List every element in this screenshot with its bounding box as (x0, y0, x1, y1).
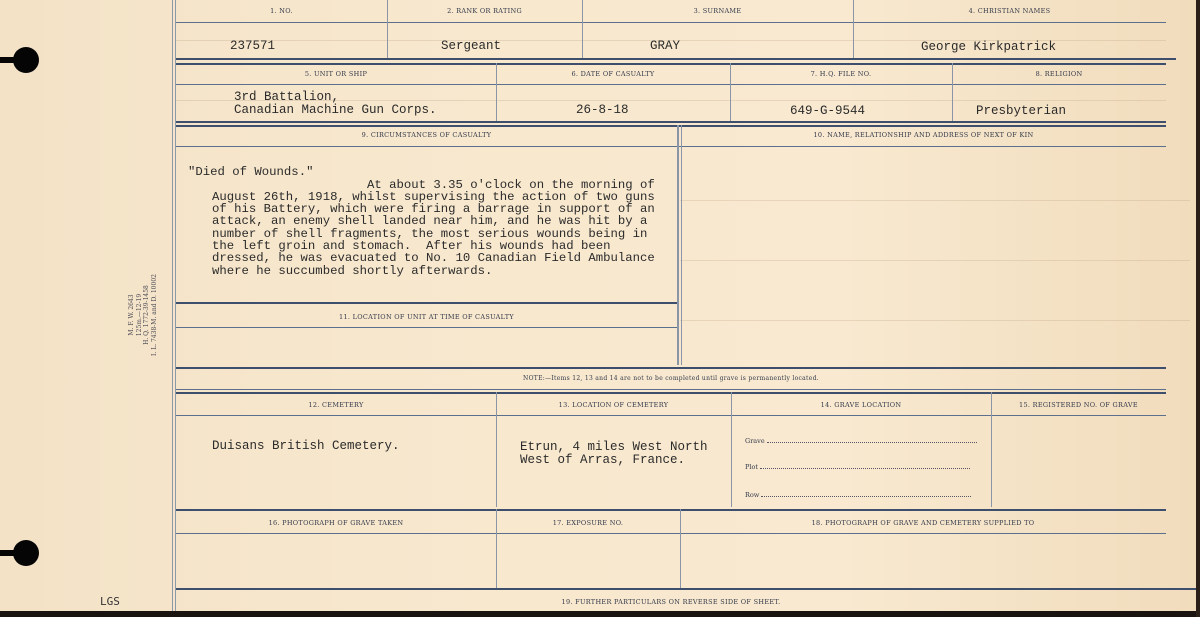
label-further-particulars: 19. FURTHER PARTICULARS ON REVERSE SIDE OF SHEET. (561, 598, 781, 606)
note-text: NOTE:—Items 12, 13 and 14 are not to be completed until grave is permanently located. (523, 375, 819, 382)
clerk-initials: LGS (100, 595, 120, 608)
print-code-line: M. F. W. 2643 (128, 294, 135, 336)
label-no: 1. NO. (270, 7, 293, 15)
row-label: Row (745, 491, 760, 499)
value-circumstances (188, 154, 655, 302)
label-photo-taken: 16. PHOTOGRAPH OF GRAVE TAKEN (268, 519, 404, 527)
value-rank: Sergeant (441, 39, 502, 53)
narrative-line: "Died of Wounds." (188, 165, 314, 180)
label-rank: 2. RANK OR RATING (447, 7, 522, 15)
form-print-code (128, 265, 158, 365)
label-exposure-no: 17. EXPOSURE NO. (552, 519, 624, 527)
label-christian-names: 4. CHRISTIAN NAMES (968, 7, 1051, 15)
grave-label: Grave (745, 437, 765, 445)
grave-row (745, 437, 977, 445)
label-grave-location: 14. GRAVE LOCATION (820, 401, 902, 409)
value-christian-names: George Kirkpatrick (921, 40, 1057, 54)
label-photo-supplied: 18. PHOTOGRAPH OF GRAVE AND CEMETERY SUPPLIED TO (811, 519, 1035, 527)
label-location-unit: 11. LOCATION OF UNIT AT TIME OF CASUALTY (339, 313, 514, 321)
narrative-line: number of shell fragments, the most serious wounds being in (212, 226, 648, 241)
narrative-line: of his Battery, which were firing a barrage in support of an (212, 202, 655, 217)
value-hq-file: 649-G-9544 (790, 104, 866, 118)
narrative-line: At about 3.35 o'clock on the morning of (212, 177, 655, 192)
value-date: 26-8-18 (576, 103, 629, 117)
label-cemetery: 12. CEMETERY (308, 401, 364, 409)
value-no: 237571 (230, 39, 276, 53)
value-religion: Presbyterian (976, 104, 1067, 118)
value-cemetery-location-line1: Etrun, 4 miles West North (520, 440, 708, 454)
punch-hole-bottom (13, 540, 39, 566)
label-date: 6. DATE OF CASUALTY (571, 70, 655, 78)
narrative-line: the left groin and stomach. After his wounds had been (212, 239, 611, 254)
narrative-line: attack, an enemy shell landed near him, and he was hit by a (212, 214, 648, 229)
print-code-line: H. Q. 1772-39-1458 (143, 285, 150, 345)
plot-label: Plot (745, 463, 758, 471)
narrative-line: where he succumbed shortly afterwards. (212, 263, 493, 278)
label-registered-no: 15. REGISTERED NO. OF GRAVE (1019, 401, 1138, 409)
print-code-line: I. L. 7438-M. and D. 10002 (150, 274, 158, 356)
label-cemetery-location: 13. LOCATION OF CEMETERY (558, 401, 669, 409)
plot-row (745, 463, 970, 471)
value-cemetery-location-line2: West of Arras, France. (520, 453, 686, 467)
scan-bottom-edge (0, 611, 1200, 617)
label-hq-file: 7. H.Q. FILE NO. (810, 70, 872, 78)
value-cemetery: Duisans British Cemetery. (212, 439, 400, 453)
print-code-line: 125m.—12-19 (135, 293, 143, 337)
value-surname: GRAY (650, 39, 681, 53)
label-surname: 3. SURNAME (693, 7, 742, 15)
label-religion: 8. RELIGION (1035, 70, 1083, 78)
punch-hole-top (13, 47, 39, 73)
label-unit: 5. UNIT OR SHIP (304, 70, 368, 78)
narrative-line: August 26th, 1918, whilst supervising the action of two guns (212, 189, 655, 204)
value-unit-line1: 3rd Battalion, (234, 90, 340, 104)
label-circumstances: 9. CIRCUMSTANCES OF CASUALTY (361, 131, 492, 139)
row-row (745, 491, 971, 499)
label-next-of-kin: 10. NAME, RELATIONSHIP AND ADDRESS OF NEXT OF KIN (813, 131, 1034, 139)
narrative-line: dressed, he was evacuated to No. 10 Canadian Field Ambulance (212, 251, 655, 266)
scan-right-edge (1196, 0, 1200, 617)
value-unit-line2: Canadian Machine Gun Corps. (234, 103, 437, 117)
